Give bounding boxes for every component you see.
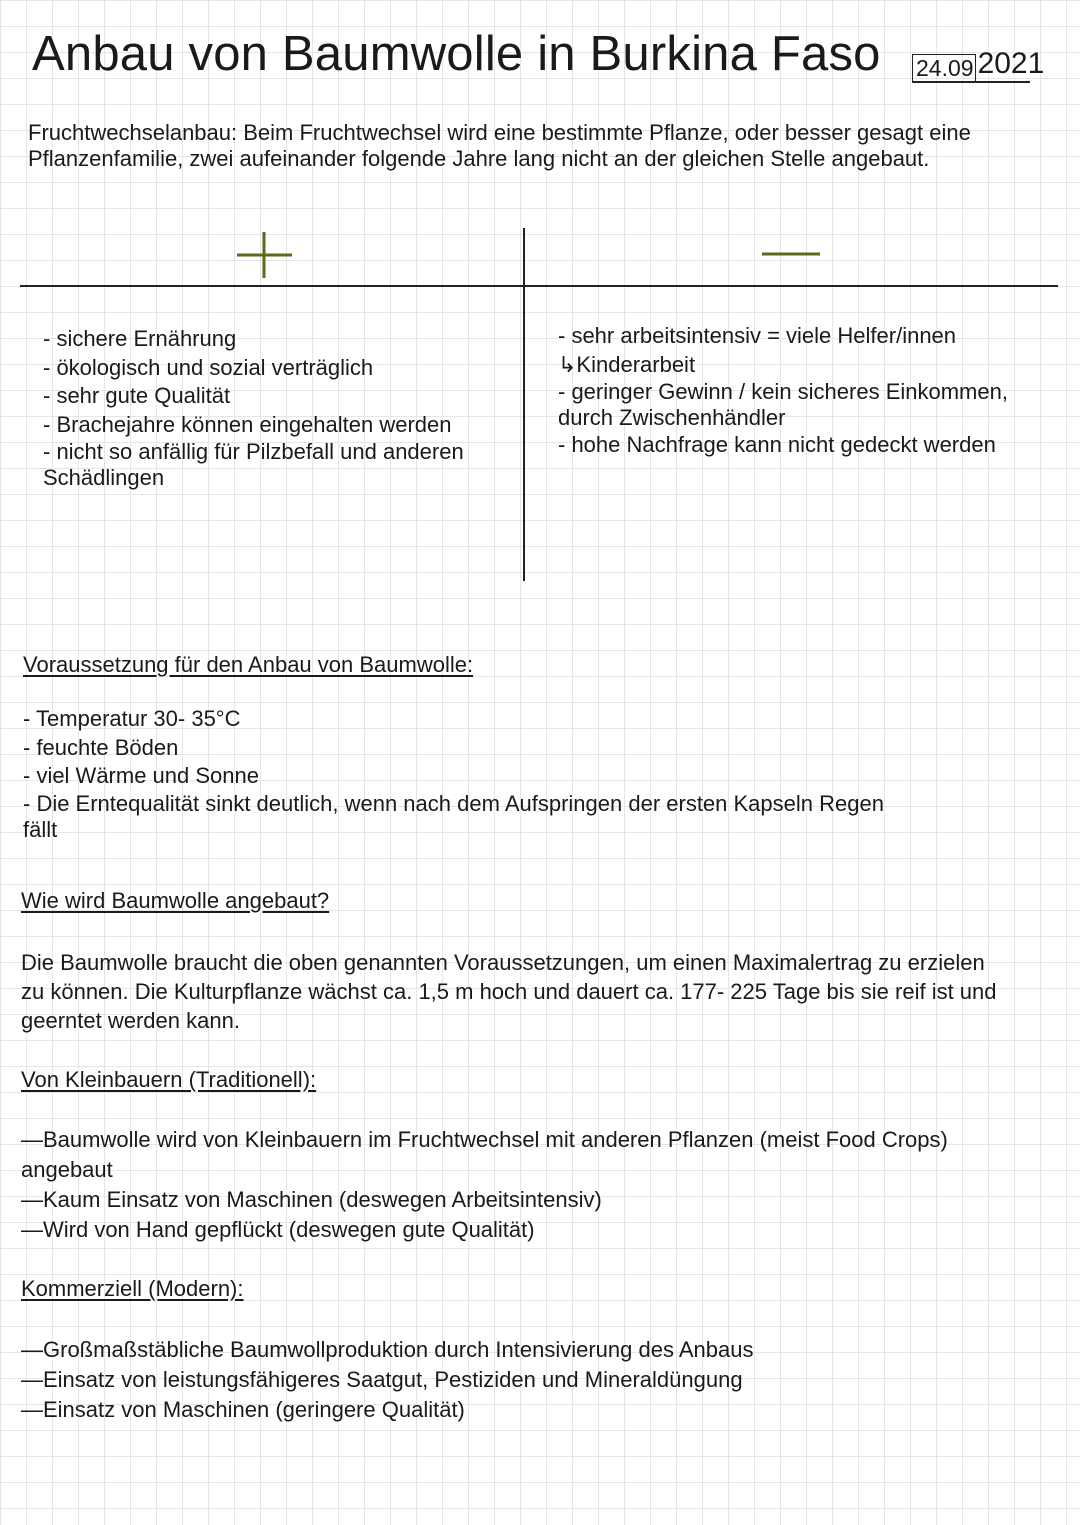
traditional-item: —Kaum Einsatz von Maschinen (deswegen Arbeitsintensiv) xyxy=(21,1187,602,1212)
con-item: ↳Kinderarbeit xyxy=(558,351,696,377)
requirements-list xyxy=(23,705,903,843)
commercial-item: —Einsatz von leistungsfähigeres Saatgut, Pestiziden und Mineraldüngung xyxy=(21,1367,743,1392)
minus-icon xyxy=(760,244,824,264)
pro-item: - ökologisch und sozial verträglich xyxy=(43,354,374,380)
date-underline xyxy=(912,81,1030,83)
commercial-item: —Großmaßstäbliche Baumwollproduktion durch Intensivierung des Anbaus xyxy=(21,1337,754,1362)
date-day-month: 24.09 xyxy=(912,54,976,82)
requirement-item: - viel Wärme und Sonne xyxy=(23,763,259,788)
requirement-item: - feuchte Böden xyxy=(23,734,179,760)
page-title: Anbau von Baumwolle in Burkina Faso xyxy=(32,27,881,81)
requirement-item: - Temperatur 30- 35°C xyxy=(23,706,241,731)
pro-item: - sehr gute Qualität xyxy=(43,383,231,408)
how-text: Die Baumwolle braucht die oben genannten Voraussetzungen, um einen Maximalertrag zu erzielen zu können. Die Kulturpflanze wächst ca. 1,5 m hoch und dauert ca. 177- 225 Tage bis sie reif ist und geerntet werden kann. xyxy=(21,950,997,1033)
traditional-heading: Von Kleinbauern (Traditionell): xyxy=(21,1067,317,1092)
cons-list xyxy=(558,322,1048,460)
con-item: - hohe Nachfrage kann nicht gedeckt werden xyxy=(558,432,996,457)
requirement-item: - Die Erntequalität sinkt deutlich, wenn nach dem Aufspringen der ersten Kapseln Regen fällt xyxy=(23,790,884,842)
table-vertical-divider xyxy=(523,228,525,581)
commercial-item: —Einsatz von Maschinen (geringere Qualität) xyxy=(21,1397,465,1422)
pro-item: - nicht so anfällig für Pilzbefall und anderen Schädlingen xyxy=(43,439,464,490)
definition-text: Fruchtwechselanbau: Beim Fruchtwechsel wird eine bestimmte Pflanze, oder besser gesagt eine Pflanzenfamilie, zwei aufeinander folgende Jahre lang nicht an der gleichen Stelle angebaut. xyxy=(28,120,971,171)
date xyxy=(912,47,1045,84)
pro-item: - Brachejahre können eingehalten werden xyxy=(43,411,452,437)
commercial-list xyxy=(21,1335,981,1425)
traditional-list xyxy=(21,1125,981,1245)
table-horizontal-divider xyxy=(20,285,1058,287)
how-heading: Wie wird Baumwolle angebaut? xyxy=(21,888,330,913)
con-item: - geringer Gewinn / kein sicheres Einkommen, durch Zwischenhändler xyxy=(558,379,1008,430)
requirements-heading: Voraussetzung für den Anbau von Baumwolle: xyxy=(23,652,474,677)
plus-icon xyxy=(234,230,294,282)
pros-list xyxy=(43,325,513,491)
traditional-item: —Wird von Hand gepflückt (deswegen gute Qualität) xyxy=(21,1217,535,1242)
commercial-heading: Kommerziell (Modern): xyxy=(21,1276,244,1301)
con-item: - sehr arbeitsintensiv = viele Helfer/innen xyxy=(558,323,957,348)
date-year: 2021 xyxy=(977,47,1045,80)
traditional-item: —Baumwolle wird von Kleinbauern im Fruchtwechsel mit anderen Pflanzen (meist Food Crops) angebaut xyxy=(21,1127,948,1182)
pro-item: - sichere Ernährung xyxy=(43,326,237,351)
